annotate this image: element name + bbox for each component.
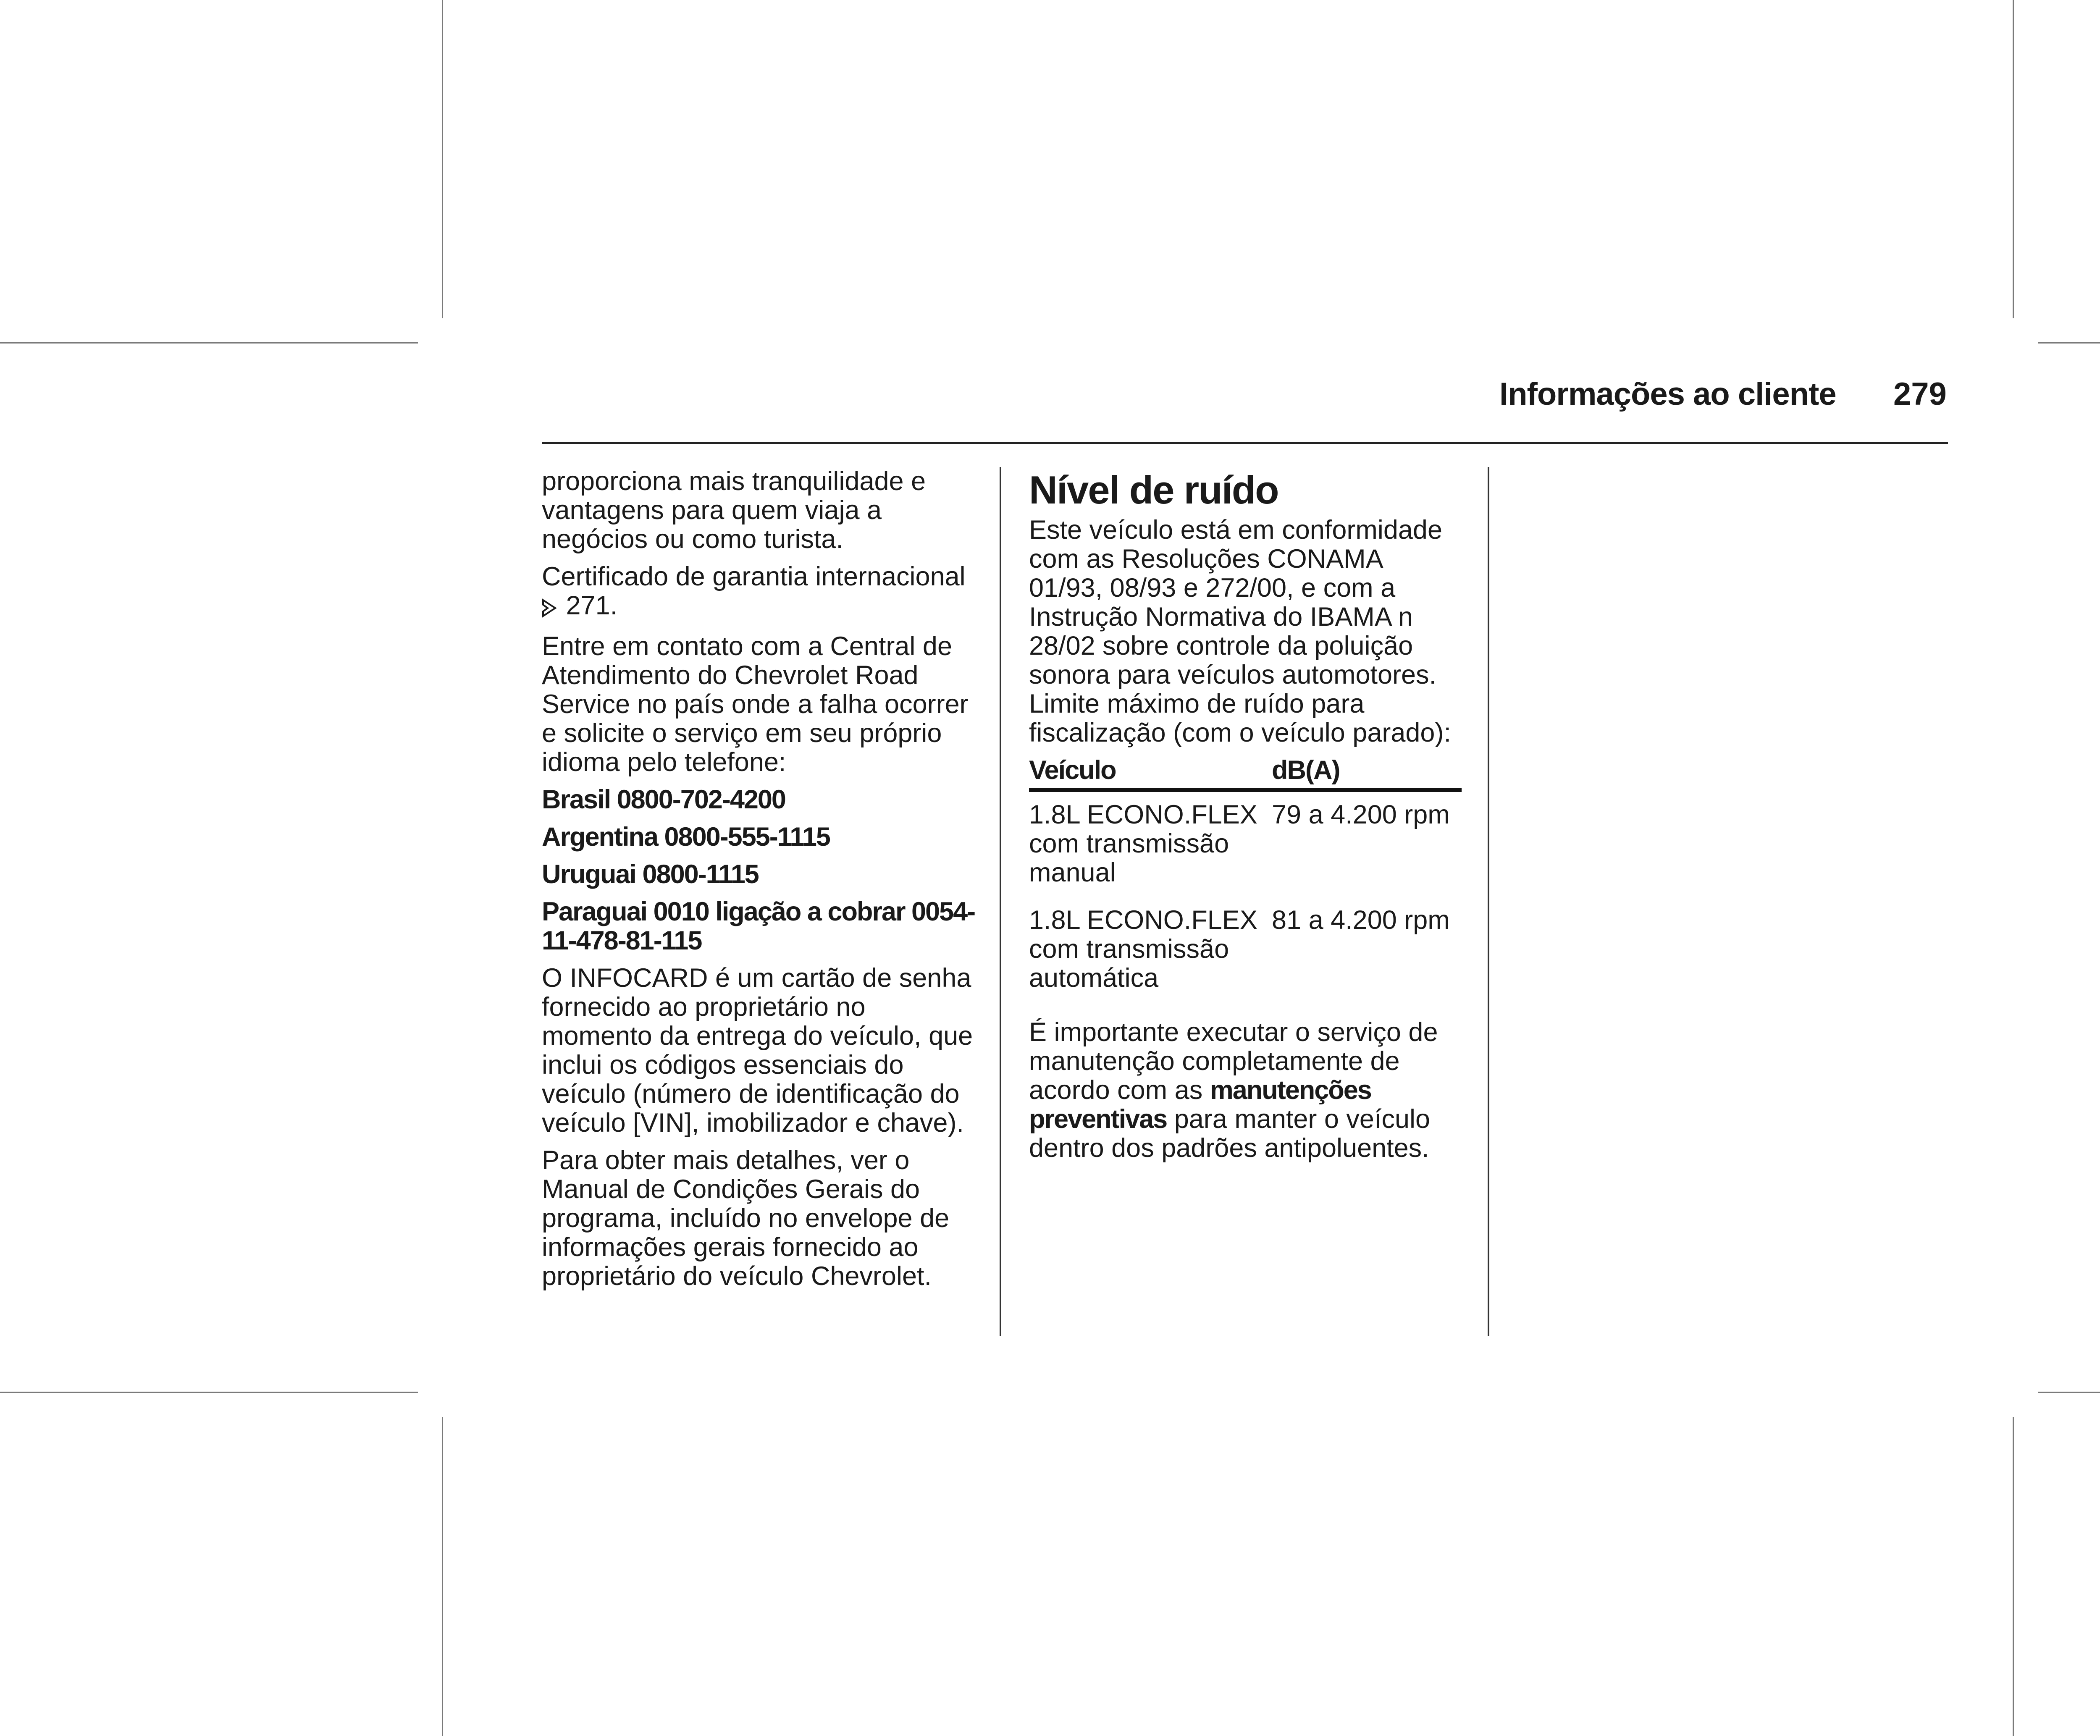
crop-mark	[2013, 0, 2014, 318]
table-row	[1029, 800, 1462, 887]
column-divider	[1488, 467, 1489, 1336]
phone-brasil: Brasil 0800-702-4200	[542, 785, 785, 814]
crop-mark	[2013, 1417, 2014, 1736]
table-cell: 1.8L ECONO.FLEX com transmissão automática	[1029, 905, 1257, 993]
page-number: 279	[1893, 376, 1947, 412]
running-header-title: Informações ao cliente	[1499, 376, 1836, 412]
paragraph: proporciona mais tranquilidade e vantagens para quem viaja a negócios ou como turista.	[542, 467, 926, 554]
text-column-left	[542, 467, 979, 1299]
table-header-cell: Veículo	[1029, 755, 1116, 785]
table-header-cell: dB(A)	[1272, 755, 1340, 785]
paragraph: Este veículo está em conformidade com as Resoluções CONAMA 01/93, 08/93 e 272/00, e com a Instrução Normativa do IBAMA n 28/02 sobre controle da poluição sonora para veículos automotores. Limite máximo de ruído para fiscalização (com o veículo parado):	[1029, 515, 1451, 747]
maintenance-note	[1029, 1018, 1462, 1163]
paragraph: O INFOCARD é um cartão de senha fornecido ao proprietário no momento da entrega do veículo, que inclui os códigos essenciais do veículo (número de identificação do veículo [VIN], imobilizador e chave).	[542, 963, 973, 1138]
table-cell: 1.8L ECONO.FLEX com transmissão manual	[1029, 800, 1257, 887]
paragraph-text: Certificado de garantia internacional	[542, 562, 966, 591]
phone-argentina: Argentina 0800-555-1115	[542, 822, 830, 852]
crop-mark	[0, 1392, 418, 1393]
paragraph: Entre em contato com a Central de Atendimento do Chevrolet Road Service no país onde a falha ocorrer e solicite o serviço em seu próprio idioma pelo telefone:	[542, 632, 969, 777]
page-reference-link[interactable]: 271.	[566, 591, 618, 620]
crop-mark	[2038, 1392, 2100, 1393]
table-cell: 81 a 4.200 rpm	[1272, 905, 1450, 935]
phone-uruguai: Uruguai 0800-1115	[542, 860, 759, 889]
column-divider	[1000, 467, 1001, 1336]
note-text: É importante executar o serviço de manutenção completamente de acordo com as	[1029, 1017, 1438, 1105]
crop-mark	[442, 1417, 443, 1736]
crop-mark	[2038, 342, 2100, 344]
text-column-middle	[1029, 467, 1462, 1171]
warranty-reference	[542, 562, 979, 624]
table-cell: 79 a 4.200 rpm	[1272, 800, 1450, 829]
note-text: para manter o veículo dentro dos padrões antipoluentes.	[1029, 1104, 1431, 1163]
paragraph: Para obter mais detalhes, ver o Manual de Condições Gerais do programa, incluído no envelope de informações gerais fornecido ao proprietário do veículo Chevrolet.	[542, 1146, 950, 1291]
table-row	[1029, 906, 1462, 993]
section-heading: Nível de ruído	[1029, 468, 1278, 512]
crop-mark	[0, 342, 418, 344]
table-header-row	[1029, 756, 1462, 792]
phone-paraguai: Paraguai 0010 ligação a cobrar 0054-11-478-81-115	[542, 897, 975, 955]
preventive-maintenance-link[interactable]: manutenções preventivas	[1029, 1075, 1371, 1134]
header-rule	[542, 442, 1948, 444]
cross-reference-arrow-icon	[542, 595, 559, 624]
crop-mark	[442, 0, 443, 318]
noise-table	[1029, 756, 1462, 993]
